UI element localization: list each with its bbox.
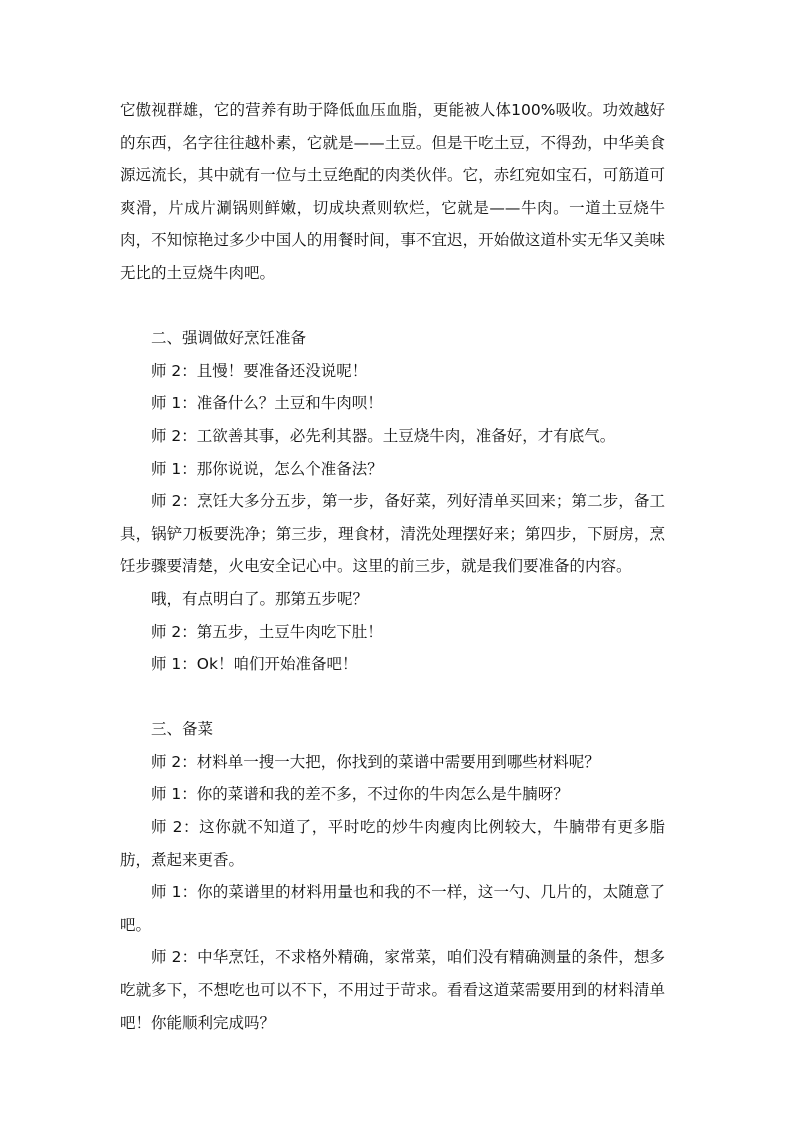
dialogue-line: 师 2：工欲善其事，必先利其器。土豆烧牛肉，准备好，才有底气。	[151, 426, 616, 445]
document-page	[120, 94, 665, 1039]
dialogue-line: 师 1：你的菜谱里的材料用量也和我的不一样，这一勺、几片的，太随意了吧。	[120, 883, 665, 934]
dialogue-line: 师 1：那你说说，怎么个准备法？	[151, 459, 383, 478]
dialogue-line: 师 2：材料单一搜一大把，你找到的菜谱中需要用到哪些材料呢？	[151, 752, 600, 771]
dialogue-line: 师 1：准备什么？土豆和牛肉呗！	[151, 394, 383, 413]
blank-line	[120, 681, 665, 714]
dialogue-line: 师 2：中华烹饪，不求格外精确，家常菜，咱们没有精确测量的条件，想多吃就多下，不想吃也可以不下，不用过于苛求。看看这道菜需要用到的材料清单吧！你能顺利完成吗？	[120, 948, 665, 1032]
dialogue-line: 师 2：第五步，土豆牛肉吃下肚！	[151, 622, 383, 641]
dialogue-line: 师 1：你的菜谱和我的差不多，不过你的牛肉怎么是牛腩呀？	[151, 785, 569, 804]
dialogue-line: 师 1：Ok！咱们开始准备吧！	[151, 655, 358, 674]
dialogue-line: 师 2：且慢！要准备还没说呢！	[151, 361, 368, 380]
section-heading-ingredients: 三、备菜	[151, 720, 214, 739]
blank-line	[120, 290, 665, 323]
dialogue-line: 师 2：这你就不知道了，平时吃的炒牛肉瘦肉比例较大，牛腩带有更多脂肪，煮起来更香。	[120, 818, 665, 869]
dialogue-line: 哦，有点明白了。那第五步呢？	[151, 589, 369, 608]
dialogue-line: 师 2：烹饪大多分五步，第一步，备好菜，列好清单买回来；第二步，备工具，锅铲刀板要洗净；第三步，理食材，清洗处理摆好来；第四步，下厨房，烹饪步骤要清楚，火电安全记心中。这里的前三步，就是我们要准备的内容。	[120, 492, 665, 576]
section-heading-preparation: 二、强调做好烹饪准备	[151, 329, 307, 348]
intro-paragraph: 它傲视群雄，它的营养有助于降低血压血脂，更能被人体100%吸收。功效越好的东西，名字往往越朴素，它就是——土豆。但是干吃土豆，不得劲，中华美食源远流长，其中就有一位与土豆绝配的肉类伙伴。它，赤红宛如宝石，可筋道可爽滑，片成片涮锅则鲜嫩，切成块煮则软烂，它就是——牛肉。一道土豆烧牛肉，不知惊艳过多少中国人的用餐时间，事不宜迟，开始做这道朴实无华又美味无比的土豆烧牛肉吧。	[120, 101, 665, 282]
